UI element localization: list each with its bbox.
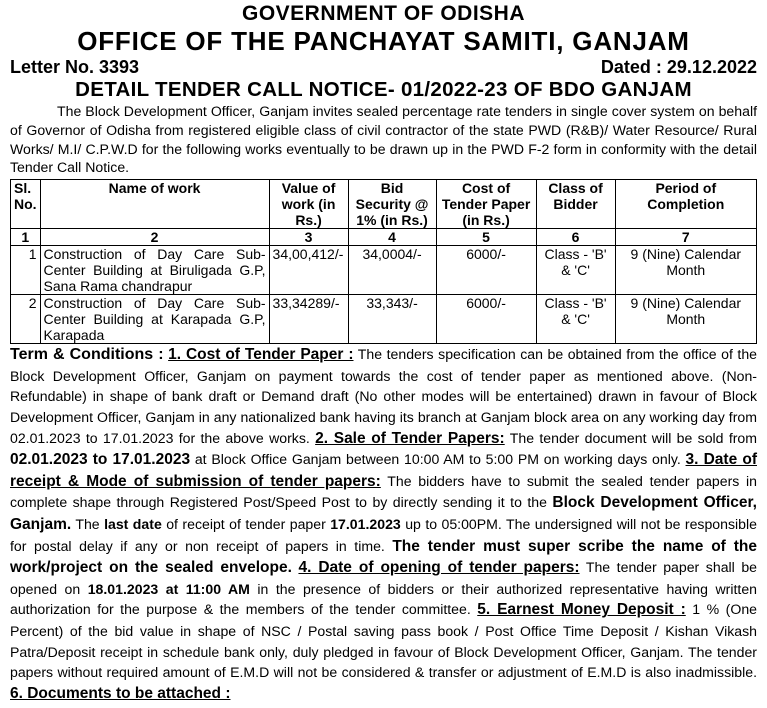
- row-class: Class - 'B' & 'C': [536, 246, 615, 295]
- last-date-value: 17.01.2023: [330, 515, 401, 532]
- term-2-text: The tender document will be sold from: [504, 429, 758, 446]
- col-number: 3: [269, 229, 348, 246]
- term-1-text: The tenders specification can be obtained from the office of the Block Development Officer, Ganjam on payment towards the cost of tender paper as mentioned above. (Non-Refundable) in shape of bank draft or Demand draft (No other modes will be entertained) drawn in favour of Block Development Officer, Ganjam in any nationalized bank having its branch at Ganjam block area on any working day from 02.01.2023 to 17.01.2023 for the above works.: [10, 346, 758, 446]
- row-bid-security: 34,0004/-: [348, 246, 436, 295]
- term-2-text-cont: at Block Office Ganjam between 10:00 AM to 5:00 PM on working days only.: [190, 451, 686, 468]
- row-period: 9 (Nine) Calendar Month: [615, 295, 756, 344]
- col-number: 2: [40, 229, 269, 246]
- term-4-heading: 4. Date of opening of tender papers:: [298, 559, 580, 577]
- row-cost: 6000/-: [436, 295, 536, 344]
- row-class: Class - 'B' & 'C': [536, 295, 615, 344]
- sale-dates: 02.01.2023 to 17.01.2023: [10, 451, 191, 469]
- row-bid-security: 33,343/-: [348, 295, 436, 344]
- office-heading: OFFICE OF THE PANCHAYAT SAMITI, GANJAM: [77, 26, 690, 56]
- header-sl: Sl. No.: [11, 180, 41, 229]
- header-value: Value of work (in Rs.): [269, 180, 348, 229]
- row-sl: 1: [11, 246, 41, 295]
- term-6-heading: 6. Documents to be attached :: [10, 684, 231, 702]
- row-value: 33,34289/-: [269, 295, 348, 344]
- bdo-name: Block Development Officer, Ganjam.: [10, 494, 757, 533]
- row-name: Construction of Day Care Sub-Center Building at Karapada G.P, Karapada: [40, 295, 269, 344]
- government-heading: GOVERNMENT OF ODISHA: [241, 2, 525, 25]
- superscribe-note: The tender must super scribe the name of the work/project on the sealed envelope.: [10, 537, 757, 577]
- works-table: [10, 179, 757, 344]
- row-sl: 2: [11, 295, 41, 344]
- row-name: Construction of Day Care Sub-Center Building at Biruligada G.P, Sana Rama chandrapur: [40, 246, 269, 295]
- intro-paragraph: The Block Development Officer, Ganjam invites sealed percentage rate tenders in single cover system on behalf of Governor of Odisha from registered eligible class of civil contractor of the state PWD (R&B)/ Water Resource/ Rural Works/ M.I/ C.P.W.D for the following works eventually to be drawn up in the PWD F-2 form in conformity with the detail Tender Call Notice.: [10, 103, 757, 176]
- term-3-text-4: up to 05:00PM. The undersigned will not be responsible for postal delay if any or non receipt of papers in time.: [10, 515, 757, 554]
- col-number: 5: [436, 229, 536, 246]
- header-bid: Bid Security @ 1% (in Rs.): [348, 180, 436, 229]
- header-cost: Cost of Tender Paper (in Rs.): [436, 180, 536, 229]
- term-1-heading: 1. Cost of Tender Paper :: [168, 346, 354, 364]
- table-row: [11, 295, 757, 344]
- letter-date: Dated : 29.12.2022: [600, 57, 757, 77]
- terms-lead: Term & Conditions :: [10, 346, 164, 364]
- column-number-row: [11, 229, 757, 246]
- term-3-text: The bidders have to submit the sealed tender papers in complete shape through Registered Post/Speed Post to by directly sending it to the: [10, 472, 757, 511]
- term-5-heading: 5. Earnest Money Deposit :: [477, 601, 686, 619]
- term-2-heading: 2. Sale of Tender Papers:: [315, 429, 505, 447]
- letter-number: Letter No. 3393: [10, 57, 140, 77]
- term-5-text: 1 % (One Percent) of the bid value in shape of NSC / Postal saving pass book / Post Office Time Deposit / Kishan Vikash Patra/Deposit receipt in schedule bank only, duly pledged in favour of Block Development Officer, Ganjam. The tender papers without required amount of E.M.D will not be considered & transfer or adjustment of E.M.D is also inadmissible.: [10, 601, 758, 681]
- term-3-text-2: The: [71, 515, 105, 532]
- notice-title: DETAIL TENDER CALL NOTICE- 01/2022-23 OF BDO GANJAM: [75, 78, 692, 101]
- header-name: Name of work: [40, 180, 269, 229]
- opening-datetime: 18.01.2023 at 11:00 AM: [87, 580, 250, 597]
- col-number: 6: [536, 229, 615, 246]
- table-row: [11, 246, 757, 295]
- col-number: 7: [615, 229, 756, 246]
- term-4-text-cont: in the presence of bidders or their authorized representative having written authorization for the purpose & the members of the tender committee.: [10, 580, 757, 618]
- term-3-text-3: of receipt of tender paper: [161, 515, 331, 532]
- row-period: 9 (Nine) Calendar Month: [615, 246, 756, 295]
- letter-line: [10, 57, 757, 78]
- table-header-row: [11, 180, 757, 229]
- terms-and-conditions: [10, 344, 757, 704]
- col-number: 1: [11, 229, 41, 246]
- row-value: 34,00,412/-: [269, 246, 348, 295]
- header-class: Class of Bidder: [536, 180, 615, 229]
- col-number: 4: [348, 229, 436, 246]
- header-period: Period of Completion: [615, 180, 756, 229]
- term-3-heading: 3. Date of receipt & Mode of submission of tender papers:: [10, 451, 757, 490]
- row-cost: 6000/-: [436, 246, 536, 295]
- last-date-label: last date: [104, 515, 162, 532]
- term-4-text: The tender paper shall be opened on: [10, 559, 758, 597]
